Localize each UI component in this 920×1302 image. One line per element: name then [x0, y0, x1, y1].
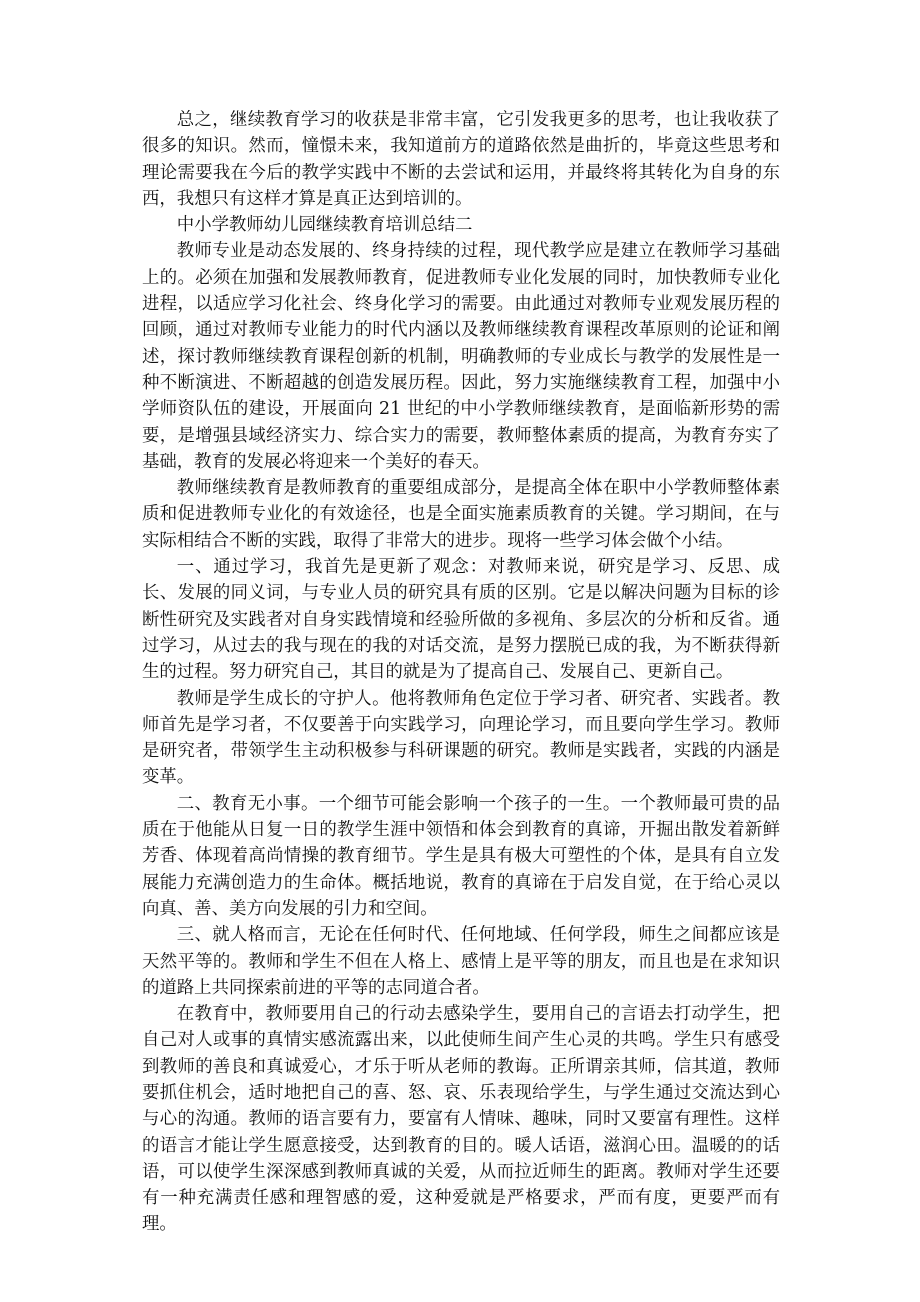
paragraph-teacher-profession: 教师专业是动态发展的、终身持续的过程，现代教学应是建立在教师学习基础上的。必须在加强和发展教师教育，促进教师专业化发展的同时，加快教师专业化进程，以适应学习化社会、终身化学习的需要。由此通过对教师专业观发展历程的回顾，通过对教师专业能力的时代内涵以及教师继续教育课程改革原则的论证和阐述，探讨教师继续教育课程创新的机制，明确教师的专业成长与教学的发展性是一种不断演进、不断超越的创造发展历程。因此，努力实施继续教育工程，加强中小学师资队伍的建设，开展面向 21 世纪的中小学教师继续教育，是面临新形势的需要，是增强县域经济实力、综合实力的需要，教师整体素质的提高，为教育夯实了基础，教育的发展必将迎来一个美好的春天。 — [142, 241, 780, 472]
paragraph-point-one: 一、通过学习，我首先是更新了观念：对教师来说，研究是学习、反思、成长、发展的同义词，与专业人员的研究具有质的区别。它是以解决问题为目标的诊断性研究及实践者对自身实践情境和经验所做的多视角、多层次的分析和反省。通过学习，从过去的我与现在的我的对话交流，是努力摆脱已成的我，为不断获得新生的过程。努力研究自己，其目的就是为了提高自己、发展自己、更新自己。 — [142, 557, 780, 683]
section-title: 中小学教师幼儿园继续教育培训总结二 — [176, 215, 473, 236]
document-page — [142, 107, 780, 1238]
paragraph-teacher-roles: 教师是学生成长的守护人。他将教师角色定位于学习者、研究者、实践者。教师首先是学习者，不仅要善于向实践学习，向理论学习，而且要向学生学习。教师是研究者，带领学生主动积极参与科研课题的研究。教师是实践者，实践的内涵是变革。 — [142, 688, 780, 788]
paragraph-conclusion: 总之，继续教育学习的收获是非常丰富，它引发我更多的思考，也让我收获了很多的知识。然而，憧憬未来，我知道前方的道路依然是曲折的，毕竟这些思考和理论需要我在今后的教学实践中不断的去尝试和运用，并最终将其转化为自身的东西，我想只有这样才算是真正达到培训的。 — [142, 110, 780, 209]
paragraph-education-practice: 在教育中，教师要用自己的行动去感染学生，要用自己的言语去打动学生，把自己对人或事的真情实感流露出来，以此使师生间产生心灵的共鸣。学生只有感受到教师的善良和真诚爱心，才乐于听从老师的教诲。正所谓亲其师，信其道，教师要抓住机会，适时地把自己的喜、怒、哀、乐表现给学生，与学生通过交流达到心与心的沟通。教师的语言要有力，要富有人情味、趣味，同时又要富有理性。这样的语言才能让学生愿意接受，达到教育的目的。暖人话语，滋润心田。温暖的的话语，可以使学生深深感到教师真诚的关爱，从而拉近师生的距离。教师对学生还要有一种充满责任感和理智感的爱，这种爱就是严格要求，严而有度，更要严而有理。 — [142, 1004, 780, 1235]
paragraph-continuing-education: 教师继续教育是教师教育的重要组成部分，是提高全体在职中小学教师整体素质和促进教师专业化的有效途径，也是全面实施素质教育的关键。学习期间，在与实际相结合不断的实践，取得了非常大的进步。现将一些学习体会做个小结。 — [142, 478, 780, 551]
paragraph-point-two: 二、教育无小事。一个细节可能会影响一个孩子的一生。一个教师最可贵的品质在于他能从日复一日的教学生涯中领悟和体会到教育的真谛，开掘出散发着新鲜芳香、体现着高尚情操的教育细节。学生是具有极大可塑性的个体，是具有自立发展能力充满创造力的生命体。概括地说，教育的真谛在于启发自觉，在于给心灵以向真、善、美方向发展的引力和空间。 — [142, 793, 780, 919]
paragraph-point-three: 三、就人格而言，无论在任何时代、任何地域、任何学段，师生之间都应该是天然平等的。教师和学生不但在人格上、感情上是平等的朋友，而且也是在求知识的道路上共同探索前进的平等的志同道合者。 — [142, 925, 780, 998]
